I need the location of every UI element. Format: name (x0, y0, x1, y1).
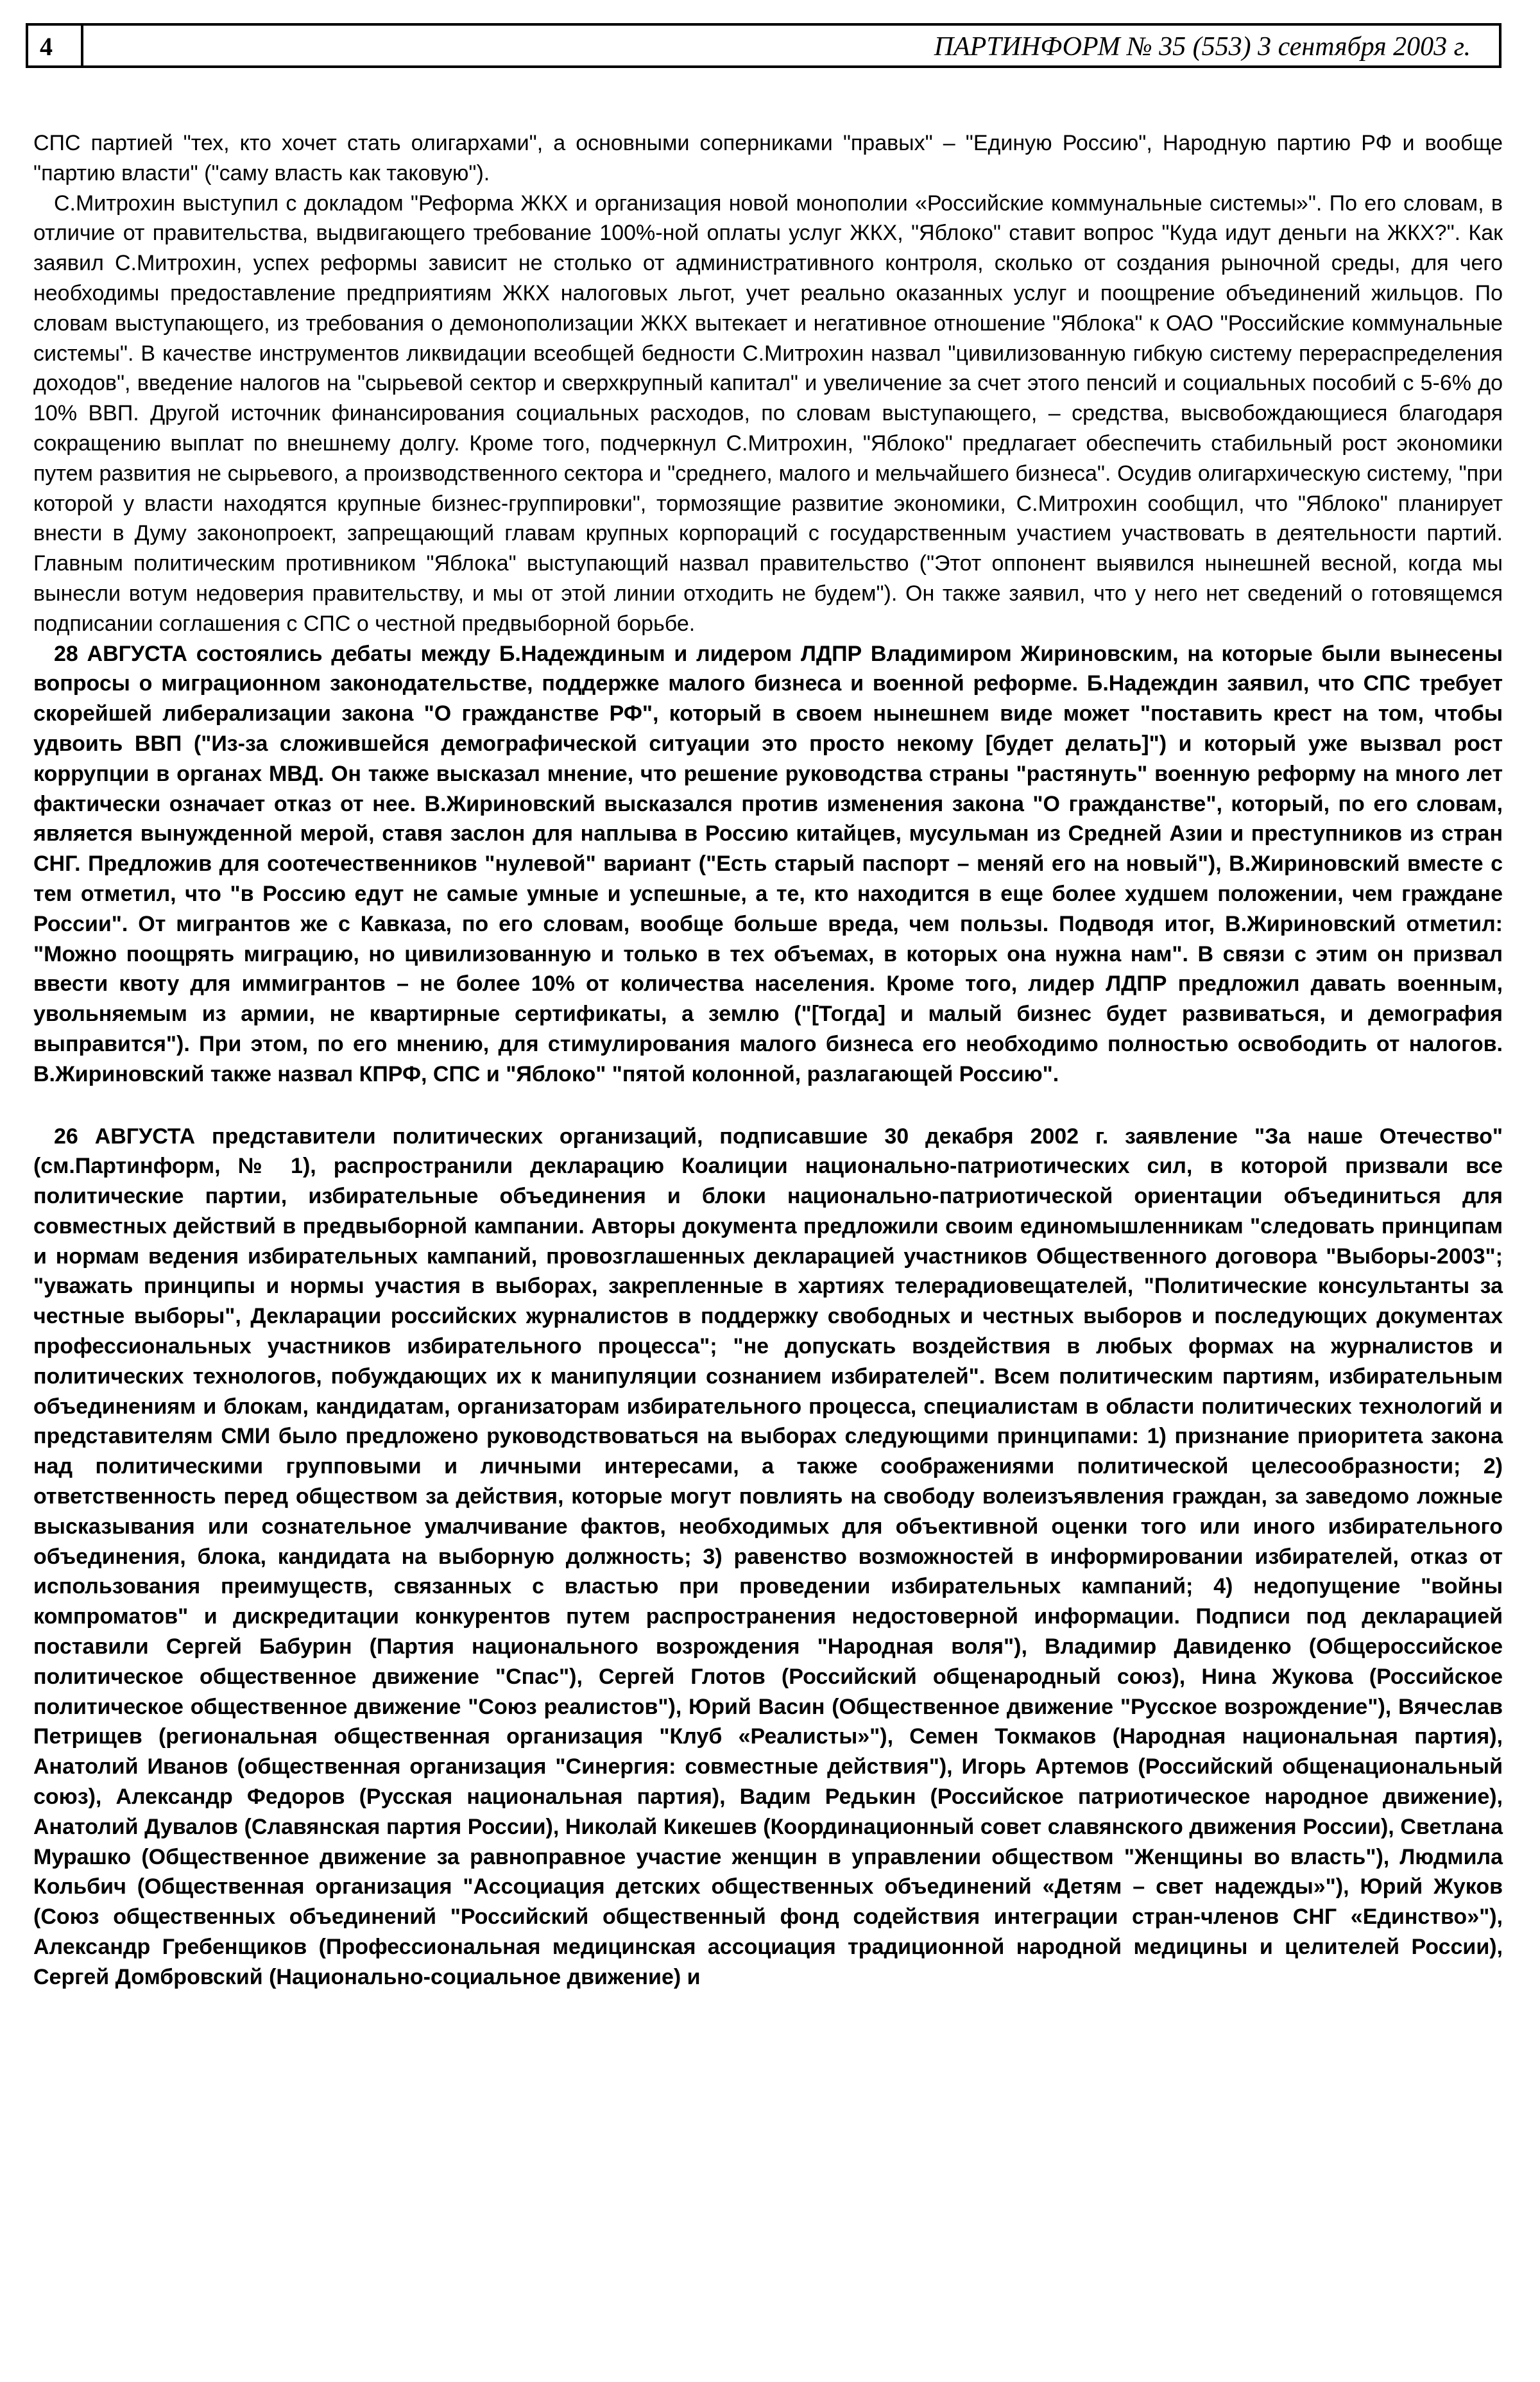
page-header (26, 23, 1502, 68)
paragraph-gap (33, 1090, 1503, 1122)
page-number: 4 (40, 32, 53, 61)
header-divider (81, 26, 83, 65)
paragraph-declaration-aug-26: 26 АВГУСТА представители политических организаций, подписавшие 30 декабря 2002 г. заявление "За наше Отечество" (см.Партинформ, № 1), распространили декларацию Коалиции национально-патриотических сил, в которой призвали все политические партии, избирательные объединения и блоки национально-патриотической ориентации объединиться для совместных действий в предвыборной кампании. Авторы документа предложили своим единомышленникам "следовать принципам и нормам ведения избирательных кампаний, провозглашенных декларацией участников Общественного договора "Выборы-2003"; "уважать принципы и нормы участия в выборах, закрепленные в хартиях телерадиовещателей, "Политические консультанты за честные выборы", Декларации российских журналистов в поддержку свободных и честных выборов и последующих документах профессиональных участников избирательного процесса"; "не допускать воздействия в любых формах на журналистов и политических технологов, побуждающих их к манипуляции сознанием избирателей". Всем политическим партиям, избирательным объединениям и блокам, кандидатам, организаторам избирательного процесса, специалистам в области политических технологий и представителям СМИ было предложено руководствоваться на выборах следующими принципами: 1) признание приоритета закона над политическими групповыми и личными интересами, а также соображениями политической целесообразности; 2) ответственность перед обществом за действия, которые могут повлиять на свободу волеизъявления граждан, за заведомо ложные высказывания или сознательное умалчивание фактов, необходимых для объективной оценки того или иного избирательного объединения, блока, кандидата на выборную должность; 3) равенство возможностей в информировании избирателей, отказ от использования преимуществ, связанных с властью при проведении избирательных кампаний; 4) недопущение "войны компроматов" и дискредитации конкурентов путем распространения недостоверной информации. Подписи под декларацией поставили Сергей Бабурин (Партия национального возрождения "Народная воля"), Владимир Давиденко (Общероссийское политическое общественное движение "Спас"), Сергей Глотов (Российский общенародный союз), Нина Жукова (Российское политическое общественное движение "Союз реалистов"), Юрий Васин (Общественное движение "Русское возрождение"), Вячеслав Петрищев (региональная общественная организация "Клуб «Реалисты»"), Семен Токмаков (Народная национальная партия), Анатолий Иванов (общественная организация "Синергия: совместные действия"), Игорь Артемов (Российский общенациональный союз), Александр Федоров (Русская национальная партия), Вадим Редькин (Российское патриотическое народное движение), Анатолий Дувалов (Славянская партия России), Николай Кикешев (Координационный совет славянского движения России), Светлана Мурашко (Общественное движение за равноправное участие женщин в управлении обществом "Женщины во власть"), Людмила Кольбич (Общественная организация "Ассоциация детских общественных объединений «Детям – свет надежды»"), Юрий Жуков (Союз общественных объединений "Российский общественный фонд содействия интеграции стран-членов СНГ «Единство»"), Александр Гребенщиков (Профессиональная медицинская ассоциация традиционной народной медицины и целителей России), Сергей Домбровский (Национально-социальное движение) и (33, 1124, 1503, 1989)
issue-title: ПАРТИНФОРМ № 35 (553) 3 сентября 2003 г. (934, 32, 1471, 62)
paragraph-mitrokhin-report: С.Митрохин выступил с докладом "Реформа ЖКХ и организация новой монополии «Российские коммунальные системы»". По его словам, в отличие от правительства, выдвигающего требование 100%-ной оплаты услуг ЖКХ, "Яблоко" ставит вопрос "Куда идут деньги на ЖКХ?". Как заявил С.Митрохин, успех реформы зависит не столько от административного контроля, сколько от создания рыночной среды, для чего необходимы предоставление предприятиям ЖКХ налоговых льгот, учет реально оказанных услуг и поощрение объединений жильцов. По словам выступающего, из требования о демонополизации ЖКХ вытекает и негативное отношение "Яблока" к ОАО "Российские коммунальные системы". В качестве инструментов ликвидации всеобщей бедности С.Митрохин назвал "цивилизованную гибкую систему перераспределения доходов", введение налогов на "сырьевой сектор и сверхкрупный капитал" и увеличение за счет этого пенсий и социальных пособий с 5-6% до 10% ВВП. Другой источник финансирования социальных расходов, по словам выступающего, – средства, высвобождающиеся благодаря сокращению выплат по внешнему долгу. Кроме того, подчеркнул С.Митрохин, "Яблоко" предлагает обеспечить стабильный рост экономики путем развития не сырьевого, а производственного сектора и "среднего, малого и мельчайшего бизнеса". Осудив олигархическую систему, "при которой у власти находятся крупные бизнес-группировки", тормозящие развитие экономики, С.Митрохин сообщил, что "Яблоко" планирует внести в Думу законопроект, запрещающий главам крупных корпораций с государственным участием участвовать в деятельности партий. Главным политическим противником "Яблока" выступающий назвал правительство ("Этот оппонент выявился нынешней весной, когда мы вынесли вотум недоверия правительству, и мы от этой линии отходить не будем"). Он также заявил, что у него нет сведений о готовящемся подписании соглашения с СПС о честной предвыборной борьбе. (33, 191, 1503, 636)
article-body (33, 128, 1503, 1992)
paragraph-debate-aug-28: 28 АВГУСТА состоялись дебаты между Б.Надеждиным и лидером ЛДПР Владимиром Жириновским, на которые были вынесены вопросы о миграционном законодательстве, поддержке малого бизнеса и военной реформе. Б.Надеждин заявил, что СПС требует скорейшей либерализации закона "О гражданстве РФ", который в своем нынешнем виде может "поставить крест на том, чтобы удвоить ВВП ("Из-за сложившейся демографической ситуации это просто некому [будет делать]") и который уже вызвал рост коррупции в органах МВД. Он также высказал мнение, что решение руководства страны "растянуть" военную реформу на много лет фактически означает отказ от нее. В.Жириновский высказался против изменения закона "О гражданстве", который, по его словам, является вынужденной мерой, ставя заслон для наплыва в Россию китайцев, мусульман из Средней Азии и преступников из стран СНГ. Предложив для соотечественников "нулевой" вариант ("Есть старый паспорт – меняй его на новый"), В.Жириновский вместе с тем отметил, что "в Россию едут не самые умные и успешные, а те, кто находится в еще более худшем положении, чем граждане России". От мигрантов же с Кавказа, по его словам, вообще больше вреда, чем пользы. Подводя итог, В.Жириновский отметил: "Можно поощрять миграцию, но цивилизованную и только в тех объемах, в которых она нужна нам". В связи с этим он призвал ввести квоту для иммигрантов – не более 10% от количества населения. Кроме того, лидер ЛДПР предложил давать военным, увольняемым из армии, не квартирные сертификаты, а землю ("[Тогда] и малый бизнес будет развиваться, и демография выправится"). При этом, по его мнению, для стимулирования малого бизнеса его необходимо полностью освободить от налогов. В.Жириновский также назвал КПРФ, СПС и "Яблоко" "пятой колонной, разлагающей Россию". (33, 641, 1503, 1086)
paragraph-sps-continuation: СПС партией "тех, кто хочет стать олигархами", а основными соперниками "правых" – "Единую Россию", Народную партию РФ и вообще "партию власти" ("саму власть как таковую"). (33, 131, 1503, 185)
